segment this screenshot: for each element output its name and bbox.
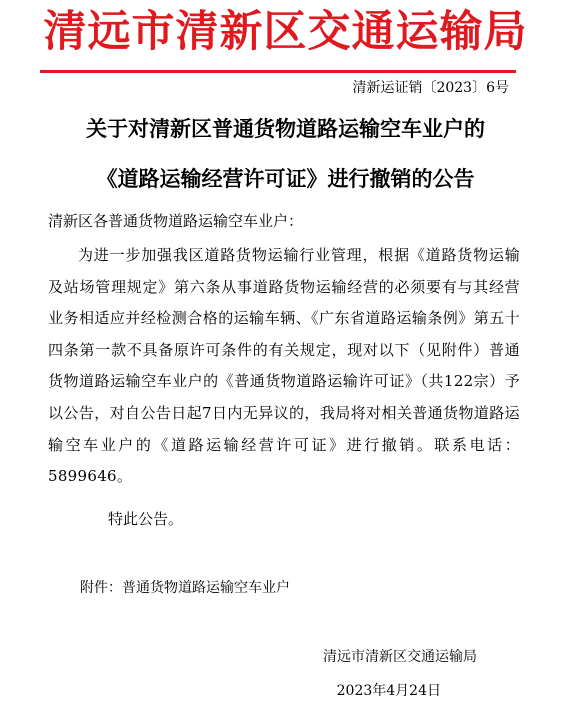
- notice-title-line-2: 《道路运输经营许可证》进行撤销的公告: [96, 166, 475, 191]
- attachment-note: 附件：普通货物道路运输空车业户: [80, 580, 290, 596]
- header-red-rule: [40, 70, 516, 73]
- notice-title-line-1: 关于对清新区普通货物道路运输空车业户的: [86, 116, 485, 141]
- signature-organization: 清远市清新区交通运输局: [323, 649, 477, 665]
- signature-date: 2023年4月24日: [336, 683, 441, 699]
- document-number: 清新运证销〔2023〕6号: [352, 80, 509, 96]
- agency-header-title: 清远市清新区交通运输局: [43, 7, 528, 57]
- notice-body: 为进一步加强我区道路货物运输行业管理，根据《道路货物运输及站场管理规定》第六条从事道路货物运输经营的必须要有与其经营业务相适应并经检测合格的运输车辆、《广东省道路运输条例》第五十四条第一款不具备原许可条件的有关规定，现对以下（见附件）普通货物道路运输空车业户的《普通货物道路运输许可证》（共122宗）予以公告，对自公告日起7日内无异议的，我局将对相关普通货物道路运输空车业户的《道路运输经营许可证》进行撤销。联系电话：5899646。: [48, 246, 520, 486]
- salutation: 清新区各普通货物道路运输空车业户：: [48, 212, 304, 230]
- closing-remark: 特此公告。: [108, 510, 184, 528]
